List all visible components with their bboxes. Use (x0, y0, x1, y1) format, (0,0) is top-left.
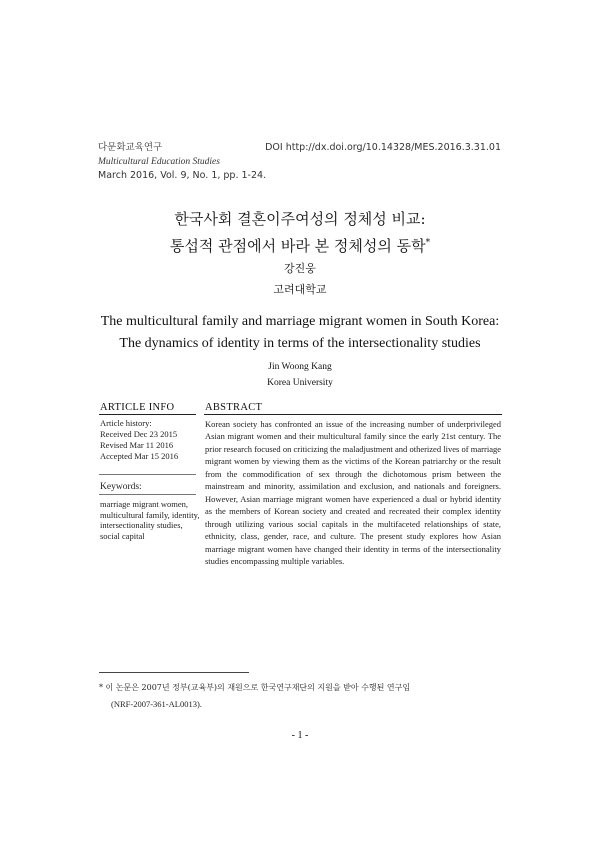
author-english: Jin Woong Kang (268, 362, 332, 372)
footnote-grant-code: (NRF-2007-361-AL0013). (111, 699, 202, 709)
footnote-rule (99, 672, 249, 673)
accepted-date: Accepted Mar 15 2016 (100, 451, 179, 461)
article-info-heading: ARTICLE INFO (100, 402, 175, 413)
journal-header (98, 141, 266, 183)
journal-name-korean: 다문화교육연구 (98, 142, 163, 153)
title-footnote-mark: * (425, 238, 431, 248)
abstract-text: Korean society has confronted an issue of the increasing number of underprivileged Asian migrant women and their multicultural family since the early 21st century. The prior research focused on criticizing the maladjustment and otherized lives of marriage migrant women by viewing them as the victims of the Korean patriarchy or the result from the commodification of sex through the dichotomous prism between the mainstream and minority, assimilation and exclusion, and nationals and foreigners. However, Asian marriage migrant women have experienced a dual or hybrid identity as the members of Korean society and created and recreated their complex identity through utilizing various social capitals in the multifaceted relationships of state, ethnicity, class, gender, race, and culture. The present study explores how Asian marriage migrant women have changed their identity in terms of the intersectionality studies encompassing multiple variables. (205, 419, 501, 566)
footnote-funding: * 이 논문은 2007년 정부(교육부)의 재원으로 한국연구재단의 지원을 받아 수행된 연구임 (99, 683, 411, 692)
title-korean-line2: 통섭적 관점에서 바라 본 정체성의 동학 (169, 237, 426, 255)
revised-date: Revised Mar 11 2016 (100, 440, 174, 450)
article-history (100, 418, 200, 462)
received-date: Received Dec 23 2015 (100, 429, 178, 439)
page-number: - 1 - (291, 730, 309, 741)
title-english-line2: The dynamics of identity in terms of the intersectionality studies (119, 336, 481, 351)
affiliation-korean: 고려대학교 (273, 283, 327, 296)
doi-link[interactable]: DOI http://dx.doi.org/10.14328/MES.2016.3.31.01 (265, 142, 501, 153)
article-info-rule (99, 414, 196, 415)
footnote (99, 680, 519, 712)
keywords-label: Keywords: (100, 482, 142, 492)
affiliation-english: Korea University (267, 378, 333, 388)
title-english (0, 311, 600, 355)
title-korean (0, 207, 600, 258)
issue-info: March 2016, Vol. 9, No. 1, pp. 1-24. (98, 170, 267, 181)
info-divider (99, 474, 196, 475)
title-english-line1: The multicultural family and marriage migrant women in South Korea: (100, 314, 500, 329)
keywords-list: marriage migrant women, multicultural family, identity, intersectionality studies, social capital (100, 499, 200, 541)
keywords-divider (99, 494, 196, 495)
abstract-rule (204, 414, 502, 415)
author-korean: 강진웅 (284, 262, 316, 275)
history-label: Article history: (100, 418, 152, 428)
journal-name-english: Multicultural Education Studies (98, 157, 220, 167)
title-korean-line1: 한국사회 결혼이주여성의 정체성 비교: (174, 210, 426, 228)
abstract-heading: ABSTRACT (205, 402, 263, 413)
